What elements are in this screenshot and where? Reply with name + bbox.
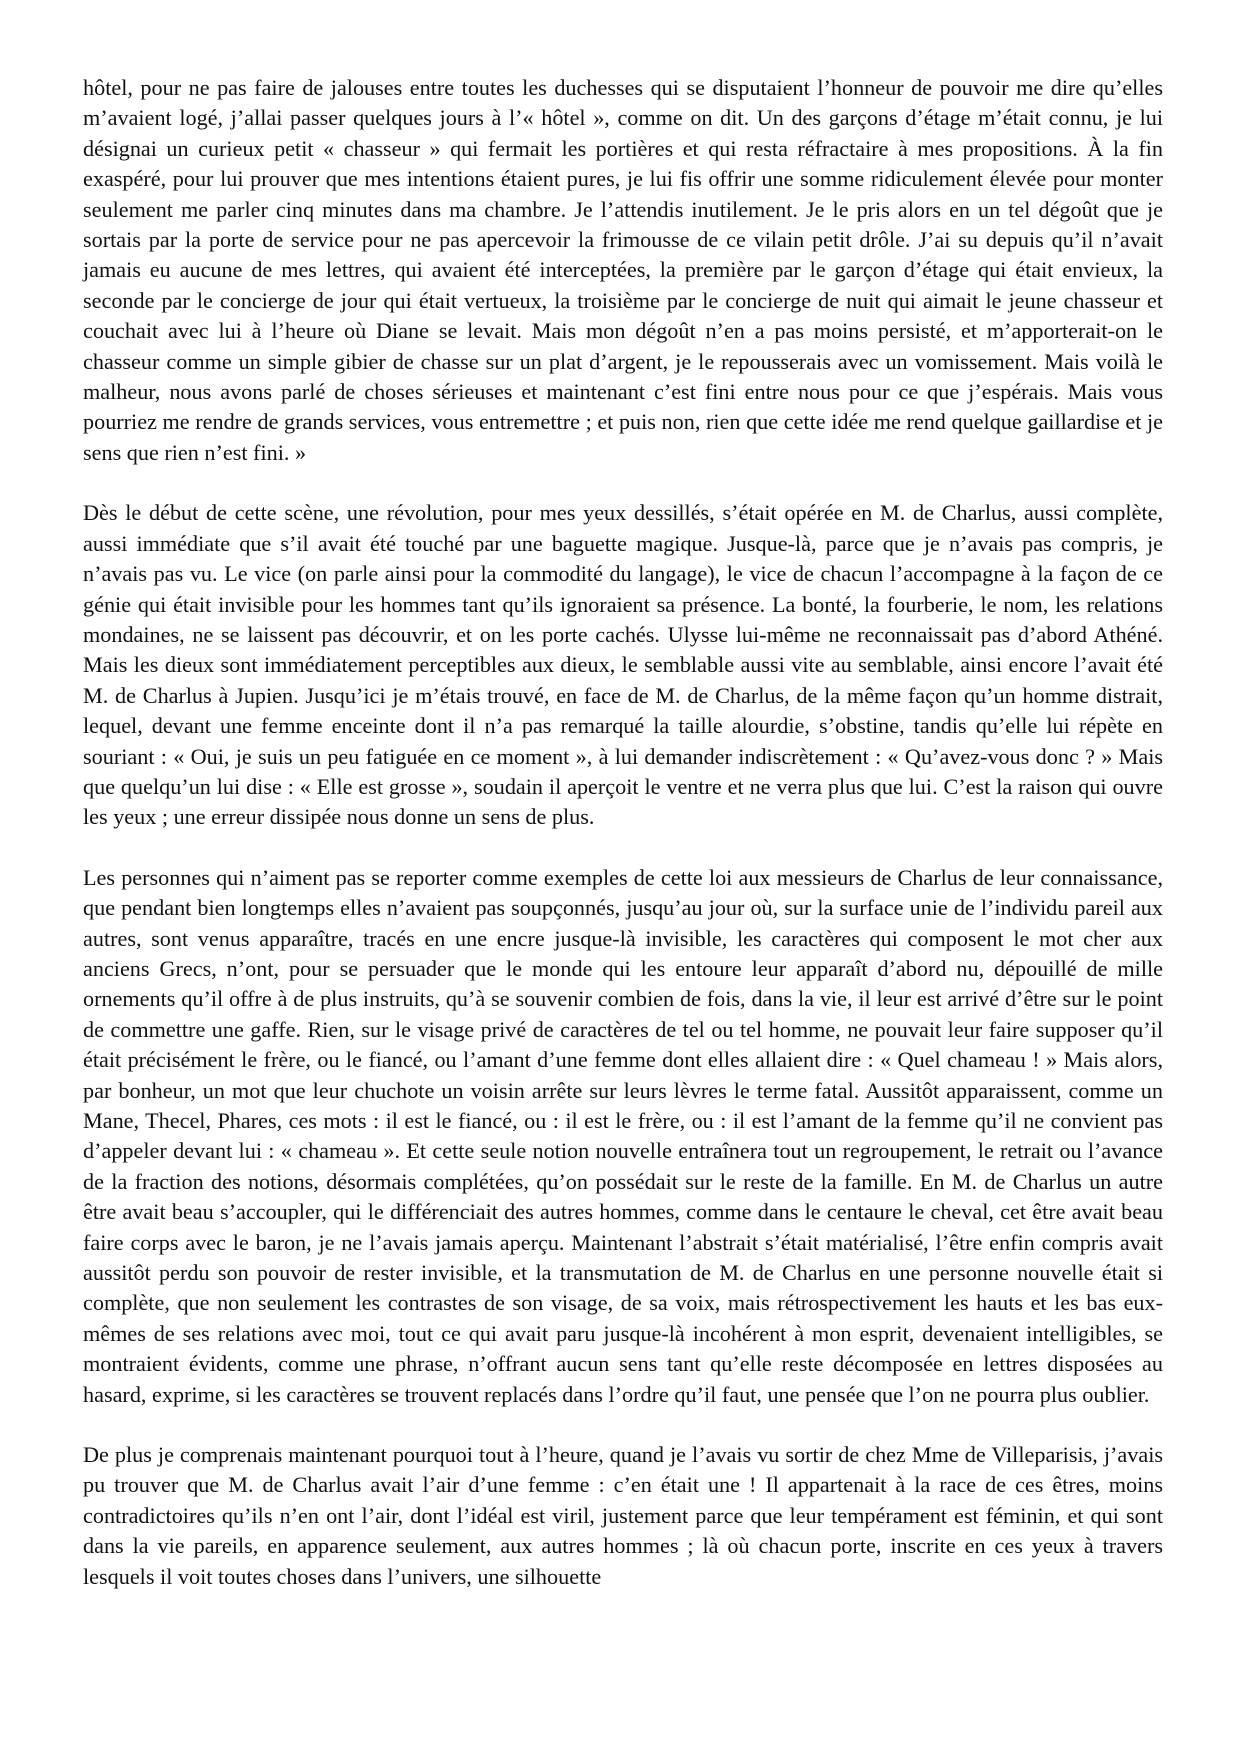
paragraph-2: Dès le début de cette scène, une révolution, pour mes yeux dessillés, s’était opérée en M. de Charlus, aussi complète, aussi immédiate que s’il avait été touché par une baguette magique. Jusque-là, parce que je n’avais pas compris, je n’avais pas vu. Le vice (on parle ainsi pour la commodité du langage), le vice de chacun l’accompagne à la façon de ce génie qui était invisible pour les hommes tant qu’ils ignoraient sa présence. La bonté, la fourberie, le nom, les relations mondaines, ne se laissent pas découvrir, et on les porte cachés. Ulysse lui-même ne reconnaissait pas d’abord Athéné. Mais les dieux sont immédiatement perceptibles aux dieux, le semblable aussi vite au semblable, ainsi encore l’avait été M. de Charlus à Jupien. Jusqu’ici je m’étais trouvé, en face de M. de Charlus, de la même façon qu’un homme distrait, lequel, devant une femme enceinte dont il n’a pas remarqué la taille alourdie, s’obstine, tandis qu’elle lui répète en souriant : « Oui, je suis un peu fatiguée en ce moment », à lui demander indiscrètement : « Qu’avez-vous donc ? » Mais que quelqu’un lui dise : « Elle est grosse », soudain il aperçoit le ventre et ne verra plus que lui. C’est la raison qui ouvre les yeux ; une erreur dissipée nous donne un sens de plus. (83, 500, 1163, 830)
paragraph-3: Les personnes qui n’aiment pas se reporter comme exemples de cette loi aux messieurs de Charlus de leur connaissance, que pendant bien longtemps elles n’avaient pas soupçonnés, jusqu’au jour où, sur la surface unie de l’individu pareil aux autres, sont venus apparaître, tracés en une encre jusque-là invisible, les caractères qui composent le mot cher aux anciens Grecs, n’ont, pour se persuader que le monde qui les entoure leur apparaît d’abord nu, dépouillé de mille ornements qu’il offre à de plus instruits, qu’à se souvenir combien de fois, dans la vie, il leur est arrivé d’être sur le point de commettre une gaffe. Rien, sur le visage privé de caractères de tel ou tel homme, ne pouvait leur faire supposer qu’il était précisément le frère, ou le fiancé, ou l’amant d’une femme dont elles allaient dire : « Quel chameau ! » Mais alors, par bonheur, un mot que leur chuchote un voisin arrête sur leurs lèvres le terme fatal. Aussitôt apparaissent, comme un Mane, Thecel, Phares, ces mots : il est le fiancé, ou : il est le frère, ou : il est l’amant de la femme qu’il ne convient pas d’appeler devant lui : « chameau ». Et cette seule notion nouvelle entraînera tout un regroupement, le retrait ou l’avance de la fraction des notions, désormais complétées, qu’on possédait sur le reste de la famille. En M. de Charlus un autre être avait beau s’accoupler, qui le différenciait des autres hommes, comme dans le centaure le cheval, cet être avait beau faire corps avec le baron, je ne l’avais jamais aperçu. Maintenant l’abstrait s’était matérialisé, l’être enfin compris avait aussitôt perdu son pouvoir de rester invisible, et la transmutation de M. de Charlus en une personne nouvelle était si complète, que non seulement les contrastes de son visage, de sa voix, mais rétrospectivement les hauts et les bas eux-mêmes de ses relations avec moi, tout ce qui avait paru jusque-là incohérent à mon esprit, devenaient intelligibles, se montraient évidents, comme une phrase, n’offrant aucun sens tant qu’elle reste décomposée en lettres disposées au hasard, exprime, si les caractères se trouvent replacés dans l’ordre qu’il faut, une pensée que l’on ne pourra plus oublier. (83, 864, 1163, 1407)
document-page (83, 73, 1163, 1622)
paragraph-4: De plus je comprenais maintenant pourquoi tout à l’heure, quand je l’avais vu sortir de chez Mme de Villeparisis, j’avais pu trouver que M. de Charlus avait l’air d’une femme : c’en était une ! Il appartenait à la race de ces êtres, moins contradictoires qu’ils n’en ont l’air, dont l’idéal est viril, justement parce que leur tempérament est féminin, et qui sont dans la vie pareils, en apparence seulement, aux autres hommes ; là où chacun porte, inscrite en ces yeux à travers lesquels il voit toutes choses dans l’univers, une silhouette (83, 1442, 1163, 1589)
paragraph-1: hôtel, pour ne pas faire de jalouses entre toutes les duchesses qui se disputaient l’honneur de pouvoir me dire qu’elles m’avaient logé, j’allai passer quelques jours à l’« hôtel », comme on dit. Un des garçons d’étage m’était connu, je lui désignai un curieux petit « chasseur » qui fermait les portières et qui resta réfractaire à mes propositions. À la fin exaspéré, pour lui prouver que mes intentions étaient pures, je lui fis offrir une somme ridiculement élevée pour monter seulement me parler cinq minutes dans ma chambre. Je l’attendis inutilement. Je le pris alors en un tel dégoût que je sortais par la porte de service pour ne pas apercevoir la frimousse de ce vilain petit drôle. J’ai su depuis qu’il n’avait jamais eu aucune de mes lettres, qui avaient été interceptées, la première par le garçon d’étage qui était envieux, la seconde par le concierge de jour qui était vertueux, la troisième par le concierge de nuit qui aimait le jeune chasseur et couchait avec lui à l’heure où Diane se levait. Mais mon dégoût n’en a pas moins persisté, et m’apporterait-on le chasseur comme un simple gibier de chasse sur un plat d’argent, je le repousserais avec un vomissement. Mais voilà le malheur, nous avons parlé de choses sérieuses et maintenant c’est fini entre nous pour ce que j’espérais. Mais vous pourriez me rendre de grands services, vous entremettre ; et puis non, rien que cette idée me rend quelque gaillardise et je sens que rien n’est fini. » (83, 75, 1163, 465)
